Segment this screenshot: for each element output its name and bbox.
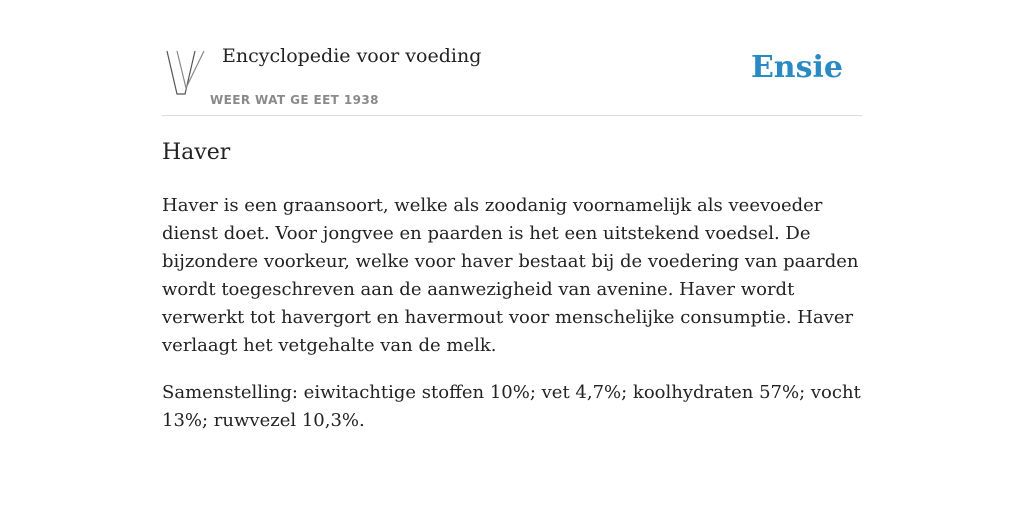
entry-paragraph: Haver is een graansoort, welke als zoodanig voornamelijk als veevoeder dienst doet. Voor jongvee en paarden is het een uitstekend voedsel. De bijzondere voorkeur, welke voor haver bestaat bij de voedering van paarden wordt toegeschreven aan de aanwezigheid van avenine. Haver wordt verwerkt tot havergort en havermout voor menschelijke consumptie. Haver verlaagt het vetgehalte van de melk.	[162, 195, 859, 356]
page-container	[162, 0, 862, 431]
brand-logo[interactable]: Ensie	[750, 50, 843, 85]
entry-body	[162, 192, 862, 454]
v-logo-icon[interactable]	[166, 50, 206, 96]
entry-title: Haver	[162, 140, 231, 165]
header	[162, 0, 862, 116]
book-title[interactable]: Encyclopedie voor voeding	[222, 45, 482, 67]
entry-composition: Samenstelling: eiwitachtige stoffen 10%; vet 4,7%; koolhydraten 57%; vocht 13%; ruwvezel 10,3%.	[162, 382, 861, 431]
book-subtitle: WEER WAT GE EET 1938	[210, 93, 379, 107]
